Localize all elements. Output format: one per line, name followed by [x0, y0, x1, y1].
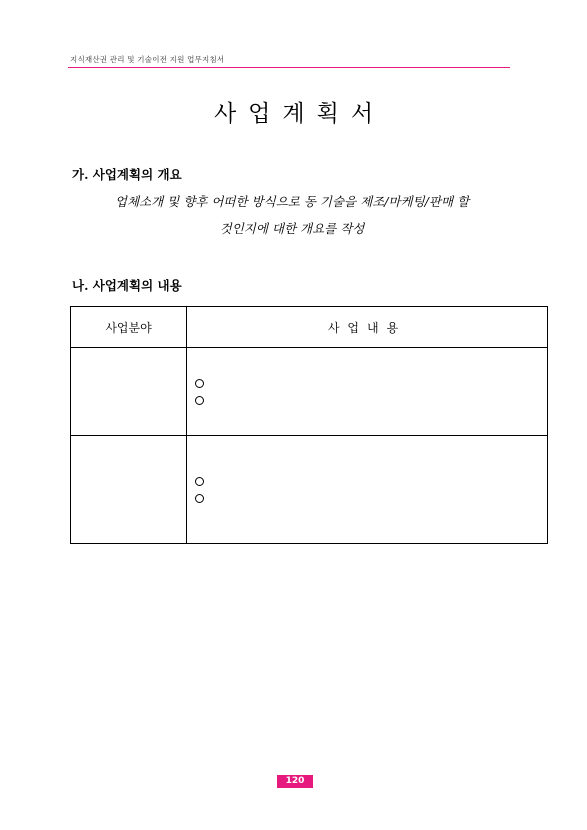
page-number-badge: 120: [277, 775, 313, 788]
section-b-heading: 나. 사업계획의 내용: [72, 278, 182, 293]
circle-bullet-icon: [195, 477, 204, 486]
bullet-line: [195, 490, 547, 507]
running-header: 지식재산권 관리 및 기술이전 지원 업무지침서: [70, 55, 225, 64]
content-cell[interactable]: [187, 348, 548, 436]
bullet-line: [195, 473, 547, 490]
table-row: [71, 348, 548, 436]
column-header-content: 사업내용: [187, 307, 548, 348]
field-cell[interactable]: [71, 436, 187, 544]
bullet-line: [195, 392, 547, 409]
circle-bullet-icon: [195, 379, 204, 388]
section-a-description-line-1: 업체소개 및 향후 어떠한 방식으로 동 기술을 제조/마케팅/판매 할: [114, 194, 470, 209]
header-rule: [68, 67, 510, 68]
column-header-field: 사업분야: [71, 307, 187, 348]
bullet-line: [195, 375, 547, 392]
table-header-row: [71, 307, 548, 348]
section-a-description-line-2: 것인지에 대한 개요를 작성: [219, 221, 365, 236]
table-row: [71, 436, 548, 544]
section-a-heading: 가. 사업계획의 개요: [72, 167, 182, 182]
document-title: 사업계획서: [213, 101, 386, 127]
circle-bullet-icon: [195, 396, 204, 405]
field-cell[interactable]: [71, 348, 187, 436]
content-cell[interactable]: [187, 436, 548, 544]
business-plan-table: [70, 306, 548, 544]
circle-bullet-icon: [195, 494, 204, 503]
